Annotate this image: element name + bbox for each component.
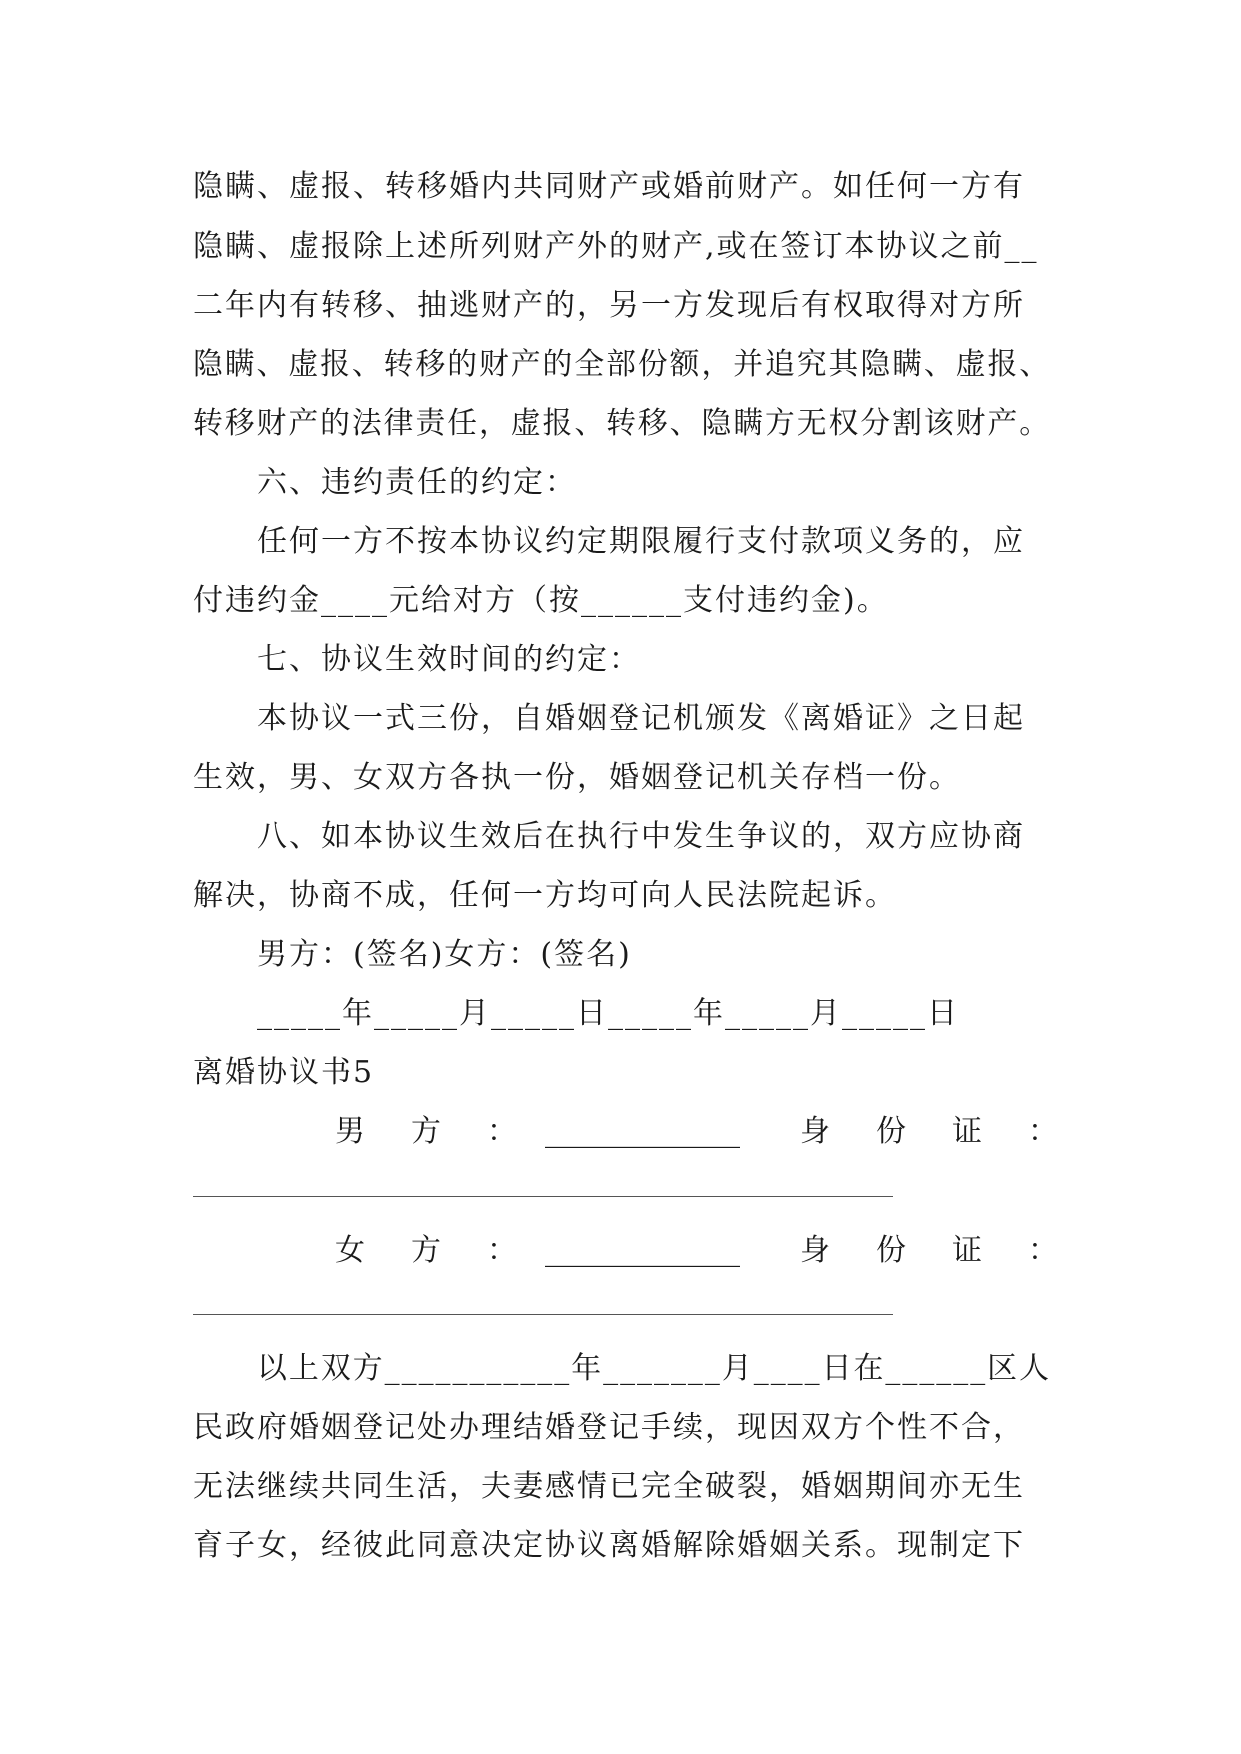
- paragraph-line: 育子女，经彼此同意决定协议离婚解除婚姻关系。现制定下: [193, 1528, 1025, 1563]
- paragraph-line: 生效，男、女双方各执一份，婚姻登记机关存档一份。: [193, 760, 961, 795]
- paragraph-line: 二年内有转移、抽逃财产的，另一方发现后有权取得对方所: [193, 288, 1025, 323]
- section-heading: 六、违约责任的约定：: [257, 465, 577, 500]
- male-label: 男 方 ：: [335, 1114, 525, 1149]
- paragraph-line: 任何一方不按本协议约定期限履行支付款项义务的，应: [257, 524, 1025, 559]
- document-title: 离婚协议书5: [193, 1055, 375, 1090]
- male-name-blank: _____________: [545, 1114, 740, 1149]
- section-heading: 七、协议生效时间的约定：: [257, 642, 641, 677]
- female-id-label: 身 份 证 ：: [800, 1233, 1066, 1268]
- female-label: 女 方 ：: [335, 1233, 525, 1268]
- date-line: _____年_____月_____日_____年_____月_____日: [257, 996, 959, 1031]
- paragraph-line: 无法继续共同生活，夫妻感情已完全破裂，婚姻期间亦无生: [193, 1469, 1025, 1504]
- paragraph-line: 隐瞒、虚报除上述所列财产外的财产,或在签订本协议之前__: [193, 229, 1039, 264]
- signature-line: 男方：(签名)女方：(签名): [257, 937, 632, 972]
- paragraph-line: 本协议一式三份，自婚姻登记机颁发《离婚证》之日起: [257, 701, 1025, 736]
- paragraph-line: 隐瞒、虚报、转移婚内共同财产或婚前财产。如任何一方有: [193, 169, 1025, 204]
- paragraph-line: 隐瞒、虚报、转移的财产的全部份额，并追究其隐瞒、虚报、: [193, 347, 1051, 382]
- paragraph-line: 付违约金____元给对方（按______支付违约金)。: [193, 583, 889, 618]
- paragraph-line: 解决，协商不成，任何一方均可向人民法院起诉。: [193, 878, 897, 913]
- paragraph-line: 以上双方___________年_______月____日在______区人: [257, 1351, 1051, 1386]
- male-id-blank-rule: [193, 1196, 893, 1197]
- male-id-label: 身 份 证 ：: [800, 1114, 1066, 1149]
- paragraph-line: 转移财产的法律责任，虚报、转移、隐瞒方无权分割该财产。: [193, 406, 1051, 441]
- female-name-blank: _____________: [545, 1233, 740, 1268]
- female-id-blank-rule: [193, 1314, 893, 1315]
- paragraph-line: 八、如本协议生效后在执行中发生争议的，双方应协商: [257, 819, 1025, 854]
- paragraph-line: 民政府婚姻登记处办理结婚登记手续，现因双方个性不合，: [193, 1410, 1025, 1445]
